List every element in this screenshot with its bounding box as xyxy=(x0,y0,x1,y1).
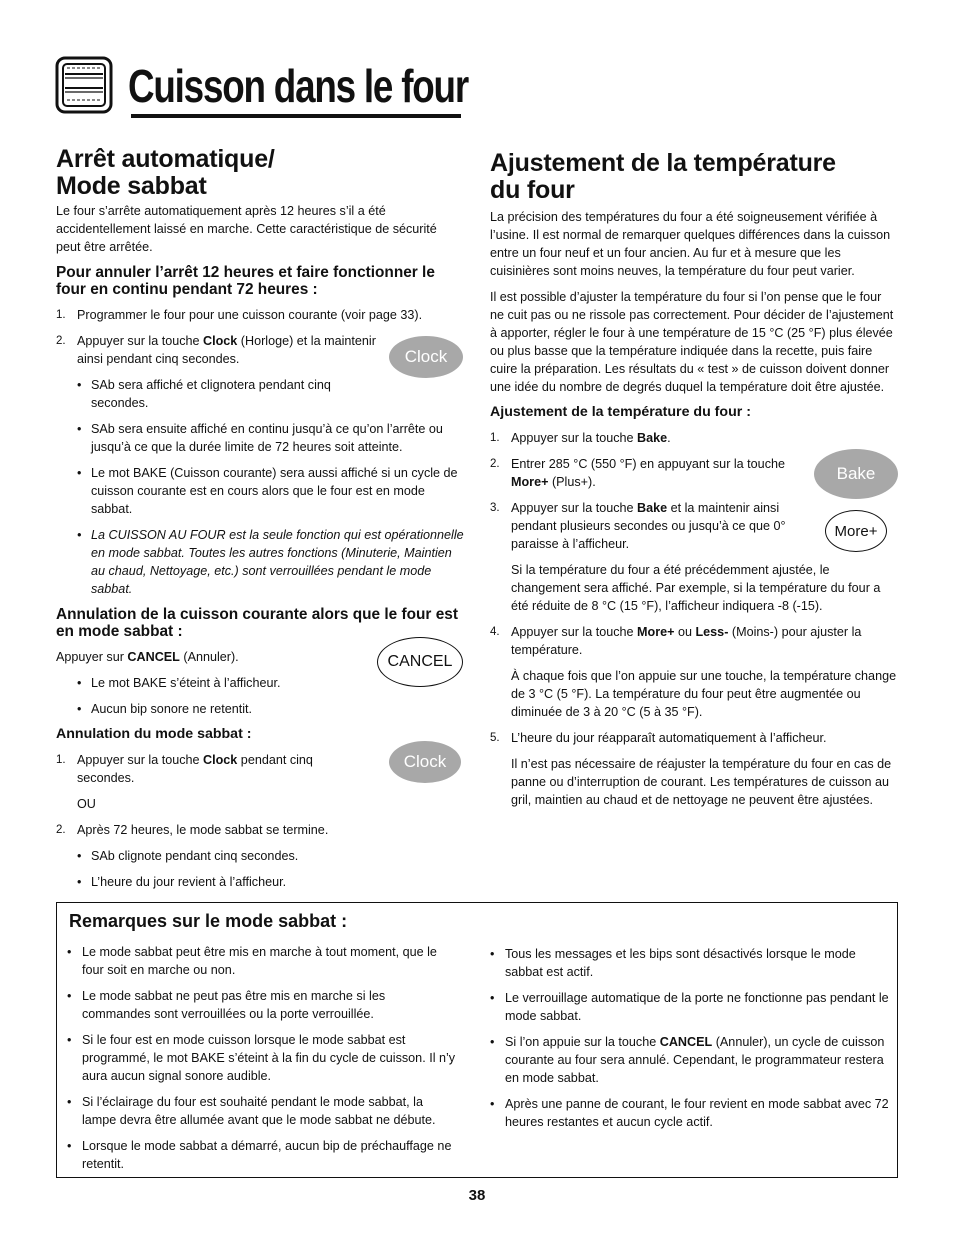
list-item: 1. Appuyer sur la touche Clock pendant cinq secondes. xyxy=(56,753,313,785)
list-item: • Si le four est en mode cuisson lorsque le mode sabbat est programmé, le mot BAKE s’éteint à la fin du cycle de cuisson. Il n’y aura aucun signal sonore audible. xyxy=(57,1031,457,1085)
list-item: • SAb sera affiché et clignotera pendant cinq secondes. xyxy=(56,376,331,412)
list-item: • Le mode sabbat peut être mis en marche à tout moment, que le four soit en marche ou non. xyxy=(57,943,457,979)
list-item: • Le mot BAKE s’éteint à l’afficheur. xyxy=(56,674,464,692)
list-item: • Tous les messages et les bips sont désactivés lorsque le mode sabbat est actif. xyxy=(480,945,892,981)
list-item: • Si l’on appuie sur la touche CANCEL (Annuler), un cycle de cuisson courante au four sera annulé. Cependant, le programmateur restera en mode sabbat. xyxy=(480,1033,892,1087)
list-item: 5. L’heure du jour réapparaît automatiquement à l’afficheur. xyxy=(490,731,827,745)
list-item: • L’heure du jour revient à l’afficheur. xyxy=(56,873,464,891)
left-heading: Arrêt automatique/ Mode sabbat xyxy=(56,145,275,200)
right-para-2: Il est possible d’ajuster la température du four si l’on pense que le four ne cuit pas ou ne rissole pas correctement. Pour décider de l’ajustement à apporter, régler le four à une température de 15 °C (25 °F) plus élevée ou plus basse que la température indiquée dans la recette, puis faire cuire la préparation. Les résultats du « test » de cuisson doivent donner une idée du nombre de degrés duquel la température doit être ajustée. xyxy=(490,290,894,394)
list-item: 3. Appuyer sur la touche Bake et la maintenir ainsi pendant plusieurs secondes ou jusqu’à ce que 0° paraisse à l’afficheur. xyxy=(490,501,786,551)
notes-right-column xyxy=(480,945,892,1139)
step-note: Si la température du four a été précédemment ajustée, le changement sera affiché. Par exemple, si la température du four a été réduite de 8 °C (15 °F), l’afficheur indiquera -8 (-15). xyxy=(511,563,881,613)
right-subheading: Ajustement de la température du four : xyxy=(490,404,751,420)
page-title: Cuisson dans le four xyxy=(128,60,468,112)
list-item: 2. Appuyer sur la touche Clock (Horloge) et la maintenir ainsi pendant cinq secondes. xyxy=(56,334,376,366)
left-intro: Le four s’arrête automatiquement après 12 heures s’il a été accidentellement laissé en marche. Cette caractéristique de sécurité peut être arrêtée. xyxy=(56,204,437,254)
bake-key: Bake xyxy=(814,449,898,499)
left-subheading-1: Pour annuler l’arrêt 12 heures et faire fonctionner le four en continu pendant 72 heures : xyxy=(56,264,435,298)
list-item: • Aucun bip sonore ne retentit. xyxy=(56,700,464,718)
list-item: 4. Appuyer sur la touche More+ ou Less- (Moins-) pour ajuster la température. xyxy=(490,625,862,657)
list-item: • Le verrouillage automatique de la porte ne fonctionne pas pendant le mode sabbat. xyxy=(480,989,892,1025)
list-item: • Le mode sabbat ne peut pas être mis en marche si les commandes sont verrouillées ou la porte verrouillée. xyxy=(57,987,457,1023)
left-column xyxy=(56,146,464,899)
title-rule xyxy=(131,114,461,118)
right-heading: Ajustement de la température du four xyxy=(490,149,836,204)
list-item: 2. Entrer 285 °C (550 °F) en appuyant sur la touche More+ (Plus+). xyxy=(490,457,785,489)
list-item: • Lorsque le mode sabbat a démarré, aucun bip de préchauffage ne retentit. xyxy=(57,1137,457,1173)
more-plus-key: More+ xyxy=(825,510,887,552)
list-item: 2. Après 72 heures, le mode sabbat se termine. xyxy=(56,823,329,837)
list-item: • SAb sera ensuite affiché en continu jusqu’à ce qu’on l’arrête ou jusqu’à ce que la durée limite de 72 heures soit atteinte. xyxy=(56,420,464,456)
cancel-key: CANCEL xyxy=(377,637,463,687)
left-subheading-3: Annulation du mode sabbat : xyxy=(56,726,252,742)
left-subheading-2: Annulation de la cuisson courante alors que le four est en mode sabbat : xyxy=(56,606,458,640)
notes-left-column xyxy=(57,943,457,1181)
list-item: • Après une panne de courant, le four revient en mode sabbat avec 72 heures restantes et aucun cycle actif. xyxy=(480,1095,892,1131)
step-note: Il n’est pas nécessaire de réajuster la température du four en cas de panne ou d’interruption de courant. Les températures de cuisson au gril, maintien au chaud et de nettoyage ne peuvent être ajustées. xyxy=(511,757,892,807)
step-note: À chaque fois que l’on appuie sur une touche, la température change de 3 °C (5 °F). La température du four peut être augmentée ou diminuée de 3 à 20 °C (5 à 35 °F). xyxy=(511,669,897,719)
list-item: 1. Appuyer sur la touche Bake. xyxy=(490,431,671,445)
list-item: • Le mot BAKE (Cuisson courante) sera aussi affiché si un cycle de cuisson courante est en cours alors que le four est en mode sabbat. xyxy=(56,464,464,518)
clock-key: Clock xyxy=(389,741,461,783)
or-separator: OU xyxy=(77,797,96,811)
list-item: • La CUISSON AU FOUR est la seule fonction qui est opérationnelle en mode sabbat. Toutes les autres fonctions (Minuterie, Maintien au chaud, Nettoyage, etc.) sont verrouillées pendant le mode sabbat. xyxy=(56,526,464,598)
cancel-instruction: Appuyer sur CANCEL (Annuler). xyxy=(56,650,239,664)
clock-key: Clock xyxy=(389,336,463,378)
sabbath-notes-box xyxy=(56,902,898,1178)
right-para-1: La précision des températures du four a été soigneusement vérifiée à l’usine. Il est normal de remarquer quelques différences dans la cuisson entre un four neuf et un four ancien. Au fur et à mesure que les cuisinières sont moins neuves, la température du four peut varier. xyxy=(490,210,891,278)
list-item: 1. Programmer le four pour une cuisson courante (voir page 33). xyxy=(56,308,423,322)
oven-icon xyxy=(55,56,113,114)
page-number: 38 xyxy=(468,1187,486,1204)
notes-title: Remarques sur le mode sabbat : xyxy=(69,911,348,931)
list-item: • Si l’éclairage du four est souhaité pendant le mode sabbat, la lampe devra être allumée avant que le mode sabbat ne débute. xyxy=(57,1093,457,1129)
list-item: • SAb clignote pendant cinq secondes. xyxy=(56,847,464,865)
